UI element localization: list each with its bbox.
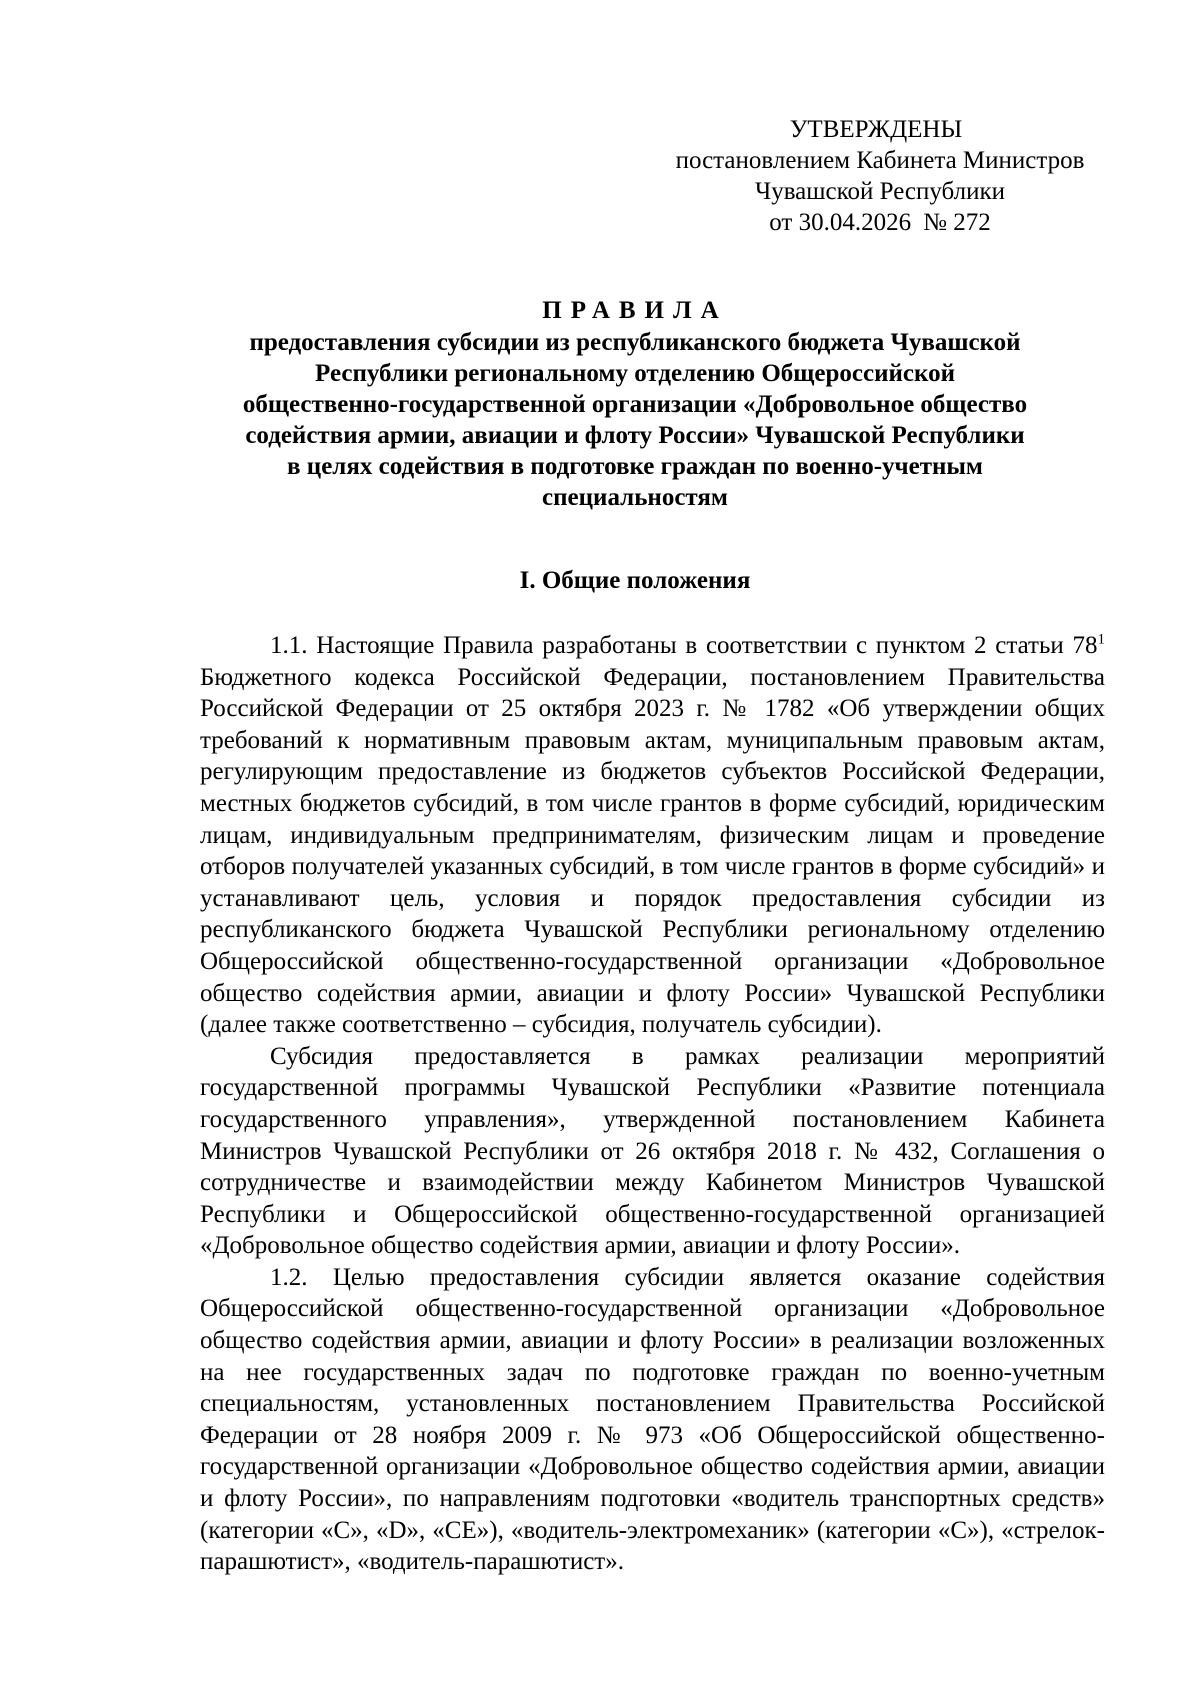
document-heading: ПРАВИЛА bbox=[542, 297, 728, 324]
subtitle-line: предоставления субсидии из республиканского бюджета Чувашской bbox=[249, 329, 1021, 356]
approval-date: от 30.04.2026 bbox=[769, 209, 912, 236]
approval-title: УТВЕРЖДЕНЫ bbox=[789, 116, 963, 143]
subtitle-line: в целях содействия в подготовке граждан по военно-учетным bbox=[287, 453, 983, 480]
superscript: 1 bbox=[1097, 631, 1105, 648]
document-subtitle bbox=[170, 327, 1100, 513]
approval-issuer: постановлением Кабинета Министров bbox=[675, 147, 1085, 174]
paragraph-subsidy: Субсидия предоставляется в рамках реализации мероприятий государственной программы Чувашской Республики «Развитие потенциала государственного управления», утвержденной постановлением Кабинета Министров Чувашской Республики от 26 октября 2018 г. № 432, Соглашения о сотрудничестве и взаимодействии между Кабинетом Министров Чувашской Республики и Общероссийской общественно-государственной организацией «Добровольное общество содействия армии, авиации и флоту России». bbox=[200, 1042, 1105, 1260]
subtitle-line: содействия армии, авиации и флоту России» Чувашской Республики bbox=[245, 422, 1025, 449]
subtitle-line: специальностям bbox=[542, 484, 728, 511]
approval-date-number bbox=[600, 207, 1160, 238]
paragraph-text: 1.1. Настоящие Правила разработаны в соответствии с пунктом 2 статьи 78 bbox=[270, 632, 1098, 659]
document-body bbox=[200, 630, 1105, 1578]
paragraph-1-1 bbox=[200, 630, 1105, 1041]
paragraph-1-2: 1.2. Целью предоставления субсидии является оказание содействия Общероссийской общественно-государственной организации «Добровольное общество содействия армии, авиации и флоту России» в реализации возложенных на нее государственных задач по подготовке граждан по военно-учетным специальностям, установленных постановлением Правительства Российской Федерации от 28 ноября 2009 г. № 973 «Об Общероссийской общественно-государственной организации «Добровольное общество содействия армии, авиации и флоту России», по направлениям подготовки «водитель транспортных средств» (категории «C», «D», «CE»), «водитель-электромеханик» (категории «C»), «стрелок-парашютист», «водитель-парашютист». bbox=[200, 1263, 1105, 1576]
paragraph-text: Бюджетного кодекса Российской Федерации, постановлением Правительства Российской Федерации от 25 октября 2023 г. № 1782 «Об утверждении общих требований к нормативным правовым актам, муниципальным правовым актам, регулирующим предоставление из бюджетов субъектов Российской Федерации, местных бюджетов субсидий, в том числе грантов в форме субсидий, юридическим лицам, индивидуальным предпринимателям, физическим лицам и проведение отборов получателей указанных субсидий, в том числе грантов в форме субсидий» и устанавливают цель, условия и порядок предоставления субсидии из республиканского бюджета Чувашской Республики региональному отделению Общероссийской общественно-государственной организации «Добровольное общество содействия армии, авиации и флоту России» Чувашской Республики (далее также соответственно – субсидия, получатель субсидии). bbox=[200, 663, 1105, 1039]
subtitle-line: Республики региональному отделению Общероссийской bbox=[315, 360, 955, 387]
document-title bbox=[170, 295, 1100, 513]
approval-stamp bbox=[600, 114, 1160, 238]
subtitle-line: общественно-государственной организации «Добровольное общество bbox=[242, 391, 1028, 418]
approval-number: № 272 bbox=[923, 209, 991, 236]
approval-region: Чувашской Республики bbox=[754, 178, 1006, 205]
section-heading: I. Общие положения bbox=[519, 567, 751, 594]
